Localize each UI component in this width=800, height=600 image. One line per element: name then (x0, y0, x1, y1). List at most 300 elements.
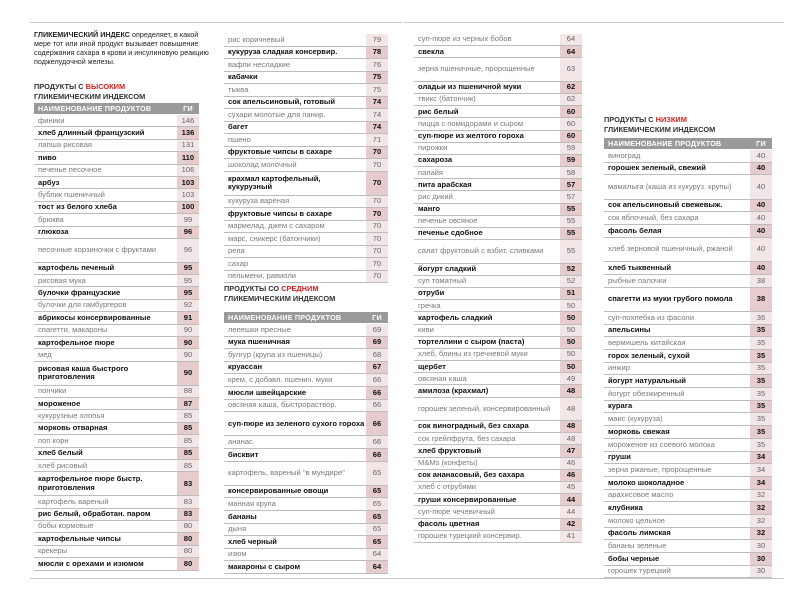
table-row (414, 143, 582, 155)
product-name: маис (кукуруза) (608, 415, 663, 424)
product-name: апельсины (608, 326, 651, 335)
product-name: булгур (крупа из пшеницы) (228, 350, 323, 359)
table-row (604, 325, 772, 338)
product-name: кукуруза вареная (228, 197, 290, 206)
product-name: крахмал картофельный, кукурузный (228, 174, 321, 191)
product-name: сок яблочный, без сахара (608, 214, 699, 223)
gi-table-high (34, 115, 199, 571)
product-name: пиво (38, 153, 57, 162)
gi-value: 41 (560, 531, 582, 542)
gi-value: 50 (560, 337, 582, 348)
gi-value: 136 (177, 127, 199, 138)
table-row (34, 558, 199, 570)
table-row (34, 140, 199, 152)
section-high-line2: ГЛИКЕМИЧЕСКИМ ИНДЕКСОМ (34, 91, 146, 101)
table-row (224, 172, 388, 196)
gi-value: 83 (177, 496, 199, 507)
table-row (414, 361, 582, 373)
product-name: картофельные чипсы (38, 534, 121, 543)
table-row (224, 400, 388, 413)
table-row (224, 486, 388, 499)
product-name: фасоль белая (608, 226, 662, 235)
product-name: спагетти, макароны (38, 326, 108, 335)
product-name: рисовая мука (38, 276, 86, 285)
product-name: мюсли с орехами и изюмом (38, 559, 144, 568)
gi-value: 64 (366, 549, 388, 561)
gi-value: 32 (750, 490, 772, 502)
table-row (34, 496, 199, 508)
table-row (34, 337, 199, 349)
table-row (224, 436, 388, 449)
product-name: булочки для гамбургеров (38, 301, 127, 310)
gi-value: 87 (177, 398, 199, 409)
gi-value: 52 (560, 276, 582, 287)
gi-value: 40 (750, 163, 772, 175)
gi-value: 60 (560, 106, 582, 117)
table-row (224, 246, 388, 259)
table-row (414, 264, 582, 276)
table-row (604, 464, 772, 477)
product-name: салат фруктовый с взбит. сливками (418, 247, 544, 256)
product-name: картофельное пюре быстр. приготовления (38, 475, 143, 492)
product-name: лапша рисовая (38, 141, 93, 150)
gi-value: 95 (177, 275, 199, 286)
gi-value: 48 (560, 398, 582, 420)
product-name: суп-пюре чечевичный (418, 507, 495, 516)
table-row (34, 509, 199, 521)
table-row (604, 566, 772, 579)
product-name: хлеб тыквенный (608, 263, 671, 272)
product-name: сухари молотые для панир. (228, 110, 326, 119)
gi-value: 63 (560, 58, 582, 80)
gi-value: 35 (750, 337, 772, 349)
gi-value: 80 (177, 533, 199, 544)
table-row (224, 159, 388, 172)
gi-value: 40 (750, 212, 772, 224)
section-title-high (34, 82, 214, 101)
table-row (224, 561, 388, 574)
table-row (604, 337, 772, 350)
product-name: суп-похлебка из фасоли (608, 313, 694, 322)
product-name: суп-пюре из черных бобов (418, 35, 512, 44)
product-name: бананы зеленые (608, 542, 667, 551)
gi-value: 42 (560, 519, 582, 530)
product-name: пирожки (418, 144, 448, 153)
product-name: груши консервированные (418, 495, 517, 504)
gi-value: 85 (177, 410, 199, 421)
product-name: бананы (228, 512, 257, 521)
product-name: папайя (418, 168, 444, 177)
product-name: абрикосы консервированные (38, 313, 151, 322)
product-name: тост из белого хлеба (38, 203, 117, 212)
gi-value: 50 (560, 312, 582, 323)
product-name: лепешки пресные (228, 325, 291, 334)
gi-value: 79 (366, 34, 388, 46)
product-name: тортеллини с сыром (паста) (418, 338, 525, 347)
product-name: репа (228, 247, 245, 256)
section-low-line2: ГЛИКЕМИЧЕСКИМ ИНДЕКСОМ (604, 124, 716, 134)
product-name: горох зеленый, сухой (608, 351, 690, 360)
table-row (224, 97, 388, 110)
gi-value: 55 (560, 204, 582, 215)
header-name: НАИМЕНОВАНИЕ ПРОДУКТОВ (38, 104, 152, 113)
gi-value: 46 (560, 470, 582, 481)
gi-value: 44 (560, 506, 582, 517)
table-row (224, 72, 388, 85)
gi-value: 68 (366, 349, 388, 361)
gi-value: 103 (177, 189, 199, 200)
table-row (34, 127, 199, 139)
table-row (414, 288, 582, 300)
table-row (414, 106, 582, 118)
table-row (414, 325, 582, 337)
gi-value: 66 (366, 374, 388, 386)
product-name: консервированные овощи (228, 487, 329, 496)
header-gi: ГИ (756, 139, 766, 148)
table-row (604, 528, 772, 541)
table-row (414, 445, 582, 457)
gi-value: 85 (177, 460, 199, 471)
table-row (224, 536, 388, 549)
gi-value: 131 (177, 140, 199, 151)
gi-value: 34 (750, 452, 772, 464)
table-row (414, 58, 582, 81)
gi-value: 95 (177, 263, 199, 274)
gi-table-mid-continued (414, 34, 582, 543)
table-row (34, 152, 199, 164)
product-name: ананас (228, 437, 253, 446)
product-name: морковь свежая (608, 427, 670, 436)
frame-top-line (30, 22, 402, 23)
gi-value: 70 (366, 159, 388, 171)
table-row (604, 225, 772, 238)
product-name: манго (418, 205, 441, 214)
table-row (34, 398, 199, 410)
table-row (34, 386, 199, 398)
gi-value: 67 (366, 362, 388, 374)
product-name: мармелад, джем с сахаром (228, 222, 325, 231)
product-name: зерна ржаные, пророщенные (608, 465, 712, 474)
product-name: арбуз (38, 178, 60, 187)
section-mid-prefix: ПРОДУКТЫ СО (224, 284, 282, 293)
product-name: финики (38, 116, 65, 125)
product-name: печенье сдобное (418, 229, 483, 238)
table-row (224, 147, 388, 160)
table-row (604, 275, 772, 288)
table-row (224, 349, 388, 362)
table-row (34, 275, 199, 287)
product-name: мюсли швейцарские (228, 388, 307, 397)
table-row (34, 472, 199, 496)
table-row (604, 175, 772, 199)
gi-value: 70 (366, 233, 388, 245)
product-name: рис коричневый (228, 35, 285, 44)
gi-value: 100 (177, 202, 199, 213)
table-row (224, 208, 388, 221)
table-row (414, 337, 582, 349)
table-header-high (34, 103, 199, 114)
table-row (34, 115, 199, 127)
product-name: глюкоза (38, 228, 69, 237)
gi-value: 66 (366, 400, 388, 412)
gi-value: 47 (560, 445, 582, 456)
table-row (34, 300, 199, 312)
gi-value: 34 (750, 477, 772, 489)
gi-value: 34 (750, 464, 772, 476)
product-name: багет (228, 123, 248, 132)
gi-value: 66 (366, 436, 388, 448)
table-row (224, 271, 388, 284)
gi-table-high-continued (224, 34, 388, 283)
gi-value: 35 (750, 363, 772, 375)
product-name: рис белый (418, 107, 459, 116)
gi-value: 59 (560, 143, 582, 154)
product-name: булочки французские (38, 289, 121, 298)
gi-value: 106 (177, 165, 199, 176)
product-name: сок апельсиновый свежевыж. (608, 201, 723, 210)
product-name: мороженое из соевого молока (608, 440, 715, 449)
product-name: киви (418, 325, 434, 334)
gi-value: 66 (366, 449, 388, 461)
product-name: сок апельсиновый, готовый (228, 98, 336, 107)
gi-value: 51 (560, 288, 582, 299)
section-mid-line2: ГЛИКЕМИЧЕСКИМ ИНДЕКСОМ (224, 293, 336, 303)
product-name: фруктовые чипсы в сахаре (228, 148, 333, 157)
gi-value: 46 (560, 458, 582, 469)
table-row (224, 122, 388, 135)
gi-value: 96 (177, 239, 199, 262)
gi-value: 32 (750, 502, 772, 514)
product-name: фасоль цветная (418, 519, 480, 528)
gi-value: 90 (177, 325, 199, 336)
table-row (604, 288, 772, 312)
product-name: кабачки (228, 73, 258, 82)
gi-value: 49 (560, 373, 582, 384)
product-name: мороженое (38, 399, 81, 408)
table-row (34, 165, 199, 177)
table-row (224, 462, 388, 486)
table-row (604, 439, 772, 452)
product-name: горошек зеленый, свежий (608, 164, 706, 173)
gi-value: 62 (560, 94, 582, 105)
gi-value: 70 (366, 258, 388, 270)
section-mid-highlight: СРЕДНИМ (281, 284, 319, 293)
product-name: мамалыга (каша из кукуруз. крупы) (608, 182, 732, 191)
gi-value: 35 (750, 325, 772, 337)
table-row (414, 482, 582, 494)
section-low-highlight: НИЗКИМ (655, 115, 687, 124)
gi-value: 146 (177, 115, 199, 126)
product-name: хлеб черный (228, 537, 277, 546)
product-name: крекеры (38, 547, 68, 556)
gi-value: 30 (750, 540, 772, 552)
table-row (224, 511, 388, 524)
product-name: печенье песочное (38, 166, 102, 175)
table-row (34, 460, 199, 472)
product-name: сок грейпфрута, без сахара (418, 434, 516, 443)
gi-value: 50 (560, 349, 582, 360)
section-low-prefix: ПРОДУКТЫ С (604, 115, 656, 124)
product-name: груши (608, 453, 631, 462)
table-row (34, 349, 199, 361)
product-name: M&Ms (конфеты) (418, 459, 478, 468)
product-name: бобы черные (608, 554, 660, 563)
product-name: кукуруза сладкая консервир. (228, 48, 338, 57)
gi-value: 50 (560, 361, 582, 372)
gi-value: 62 (560, 82, 582, 93)
table-row (224, 549, 388, 562)
table-row (224, 449, 388, 462)
product-name: суп-пюре из желтого гороха (418, 131, 524, 140)
table-row (34, 521, 199, 533)
table-row (34, 312, 199, 324)
product-name: картофель сладкий (418, 313, 493, 322)
table-row (414, 421, 582, 433)
gi-value: 55 (560, 228, 582, 239)
product-name: вермишель китайская (608, 339, 686, 348)
table-row (34, 546, 199, 558)
table-row (34, 214, 199, 226)
table-row (604, 502, 772, 515)
product-name: картофель, вареный "в мундире" (228, 468, 345, 477)
gi-value: 70 (366, 196, 388, 208)
gi-value: 99 (177, 214, 199, 225)
gi-value: 57 (560, 191, 582, 202)
product-name: хлеб с отрубями (418, 483, 477, 492)
gi-value: 30 (750, 566, 772, 578)
table-row (34, 533, 199, 545)
product-name: манная крупа (228, 499, 276, 508)
product-name: кукурузные хлопья (38, 411, 105, 420)
section-high-prefix: ПРОДУКТЫ С (34, 82, 86, 91)
table-row (224, 134, 388, 147)
table-row (224, 109, 388, 122)
product-name: вафли несладкие (228, 60, 291, 69)
product-name: пита арабская (418, 180, 472, 189)
gi-value: 76 (366, 59, 388, 71)
table-row (604, 413, 772, 426)
table-row (224, 387, 388, 400)
product-name: рисовая каша быстрого приготовления (38, 364, 129, 382)
table-row (414, 398, 582, 421)
table-row (414, 179, 582, 191)
product-name: сахароза (418, 156, 453, 165)
product-name: изюм (228, 550, 247, 559)
table-row (414, 204, 582, 216)
gi-value: 88 (177, 386, 199, 397)
table-row (414, 458, 582, 470)
product-name: картофельное пюре (38, 338, 115, 347)
table-row (604, 262, 772, 275)
table-row (224, 412, 388, 436)
table-row (414, 228, 582, 240)
product-name: бобы кормовые (38, 522, 94, 531)
product-name: хлеб фруктовый (418, 446, 482, 455)
gi-value: 38 (750, 288, 772, 311)
product-name: хлеб длинный французский (38, 128, 145, 137)
gi-value: 90 (177, 337, 199, 348)
intro-paragraph (34, 31, 212, 67)
table-row (414, 167, 582, 179)
gi-value: 48 (560, 421, 582, 432)
table-row (34, 435, 199, 447)
table-row (224, 59, 388, 72)
gi-value: 74 (366, 122, 388, 134)
product-name: картофель печеный (38, 264, 115, 273)
product-name: марс, сникерс (батончики) (228, 234, 321, 243)
header-name: НАИМЕНОВАНИЕ ПРОДУКТОВ (608, 139, 722, 148)
gi-value: 65 (366, 462, 388, 485)
table-row (34, 177, 199, 189)
table-row (414, 34, 582, 46)
gi-value: 90 (177, 362, 199, 385)
gi-value: 32 (750, 528, 772, 540)
table-row (414, 82, 582, 94)
product-name: йогурт сладкий (418, 265, 477, 274)
gi-value: 110 (177, 152, 199, 163)
gi-value: 85 (177, 448, 199, 459)
table-row (604, 212, 772, 225)
product-name: пицца с помидорами и сыром (418, 119, 524, 128)
table-row (414, 240, 582, 263)
table-row (414, 494, 582, 506)
product-name: рис белый, обработан. паром (38, 510, 151, 519)
gi-value: 70 (366, 221, 388, 233)
gi-value: 65 (366, 536, 388, 548)
product-name: молоко шоколадное (608, 478, 685, 487)
gi-value: 35 (750, 401, 772, 413)
gi-value: 85 (177, 423, 199, 434)
table-row (34, 423, 199, 435)
product-name: свекла (418, 47, 444, 56)
gi-value: 30 (750, 553, 772, 565)
table-row (224, 34, 388, 47)
gi-value: 35 (750, 375, 772, 387)
gi-value: 70 (366, 208, 388, 220)
product-name: хлеб белый (38, 449, 83, 458)
table-row (34, 448, 199, 460)
table-row (604, 426, 772, 439)
gi-value: 83 (177, 509, 199, 520)
gi-value: 38 (750, 275, 772, 287)
product-name: арахисовое масло (608, 491, 674, 500)
gi-value: 70 (366, 147, 388, 159)
table-row (34, 263, 199, 275)
gi-value: 40 (750, 262, 772, 274)
gi-value: 90 (177, 349, 199, 360)
product-name: песочные корзиночки с фруктами (38, 246, 157, 255)
gi-value: 103 (177, 177, 199, 188)
intro-text: определяет, в какой мере тот или иной продукт вызывает повышение содержания сахара в крови и инсулиновую реакцию поджелудочной железы. (34, 30, 209, 66)
table-row (604, 363, 772, 376)
gi-value: 40 (750, 175, 772, 198)
table-row (224, 84, 388, 97)
table-row (604, 388, 772, 401)
table-row (604, 515, 772, 528)
product-name: горошек зеленый, консервированный (418, 404, 551, 413)
product-name: бублик пшеничный (38, 190, 105, 199)
table-row (224, 258, 388, 271)
section-title-mid (224, 284, 404, 303)
gi-value: 58 (560, 167, 582, 178)
gi-value: 45 (560, 482, 582, 493)
gi-value: 75 (366, 72, 388, 84)
table-row (414, 300, 582, 312)
product-name: мед (38, 350, 52, 359)
product-name: суп-пюре из зеленого сухого гороха (228, 419, 365, 428)
gi-value: 70 (366, 172, 388, 195)
gi-value: 48 (560, 385, 582, 396)
